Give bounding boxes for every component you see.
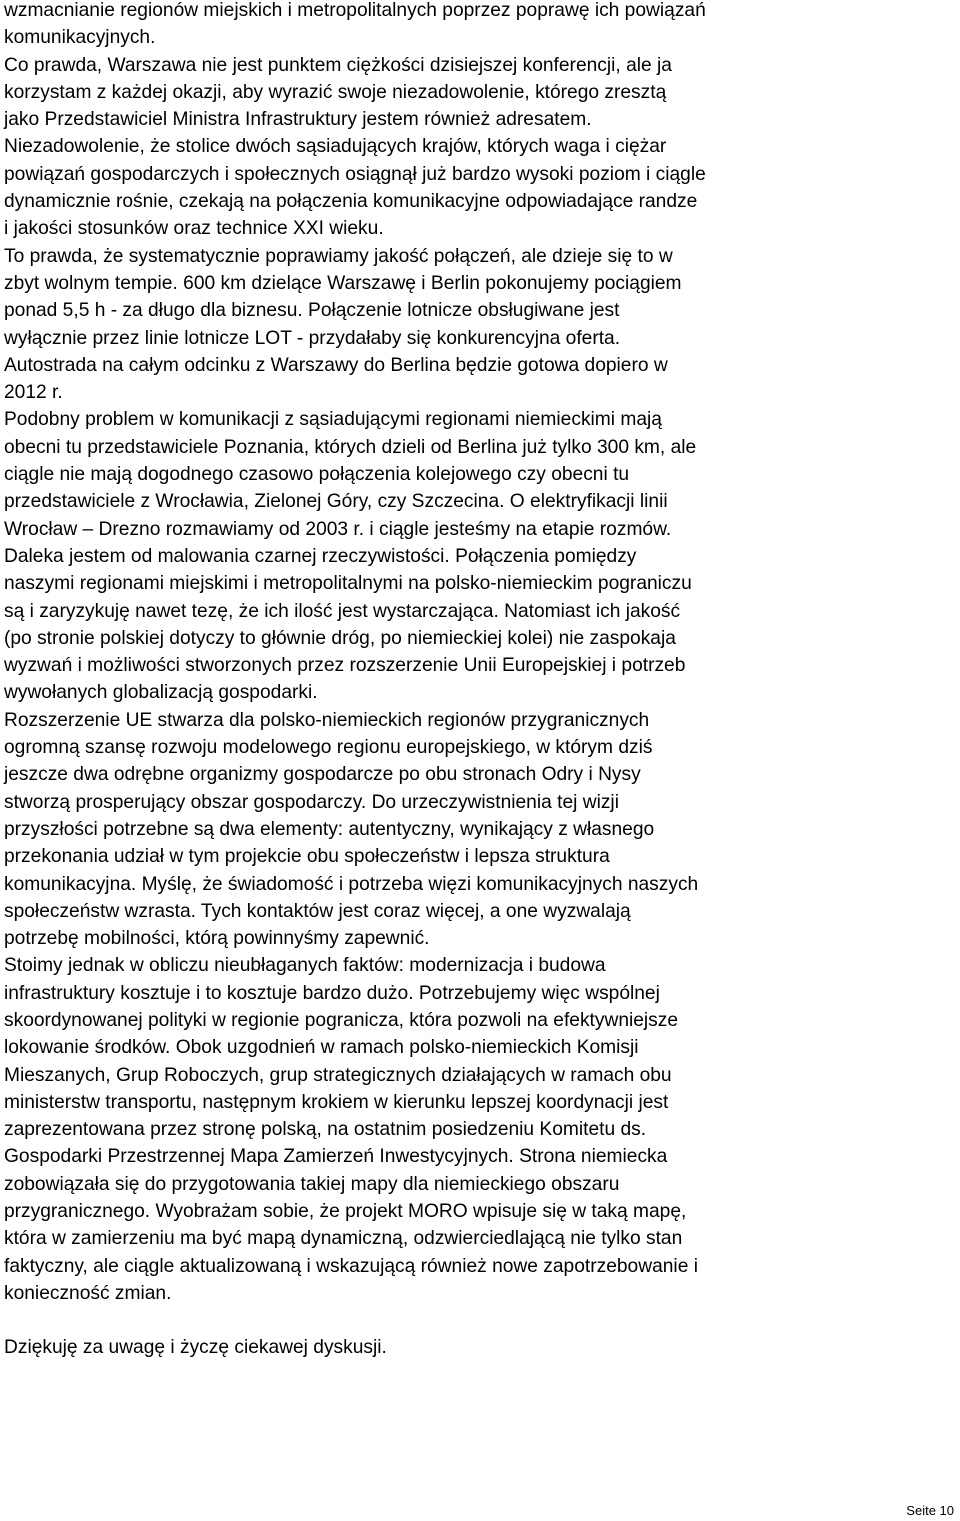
text-line: faktyczny, ale ciągle aktualizowaną i wskazującą również nowe zapotrzebowanie i	[4, 1255, 698, 1277]
document-page	[4, 0, 958, 1362]
paragraph-connections	[4, 0, 958, 52]
text-line: 2012 r.	[4, 382, 63, 404]
text-line: Podobny problem w komunikacji z sąsiadującymi regionami niemieckimi mają	[4, 409, 662, 431]
text-line: powiązań gospodarczych i społecznych osiągnął już bardzo wysoki poziom i ciągle	[4, 163, 706, 185]
text-line: Gospodarki Przestrzennej Mapa Zamierzeń Inwestycyjnych. Strona niemiecka	[4, 1146, 668, 1168]
text-line: wzmacnianie regionów miejskich i metropolitalnych poprzez poprawę ich powiązań	[4, 0, 706, 21]
text-line: wywołanych globalizacją gospodarki.	[4, 682, 318, 704]
text-line: zbyt wolnym tempie. 600 km dzielące Warszawę i Berlin pokonujemy pociągiem	[4, 272, 682, 294]
page-number-footer: Seite 10	[906, 1503, 954, 1518]
text-line: infrastruktury kosztuje i to kosztuje bardzo dużo. Potrzebujemy więc wspólnej	[4, 982, 660, 1004]
text-line: Mieszanych, Grup Roboczych, grup strategicznych działających w ramach obu	[4, 1064, 672, 1086]
text-line: (po stronie polskiej dotyczy to głównie dróg, po niemieckiej kolei) nie zaspokaja	[4, 627, 676, 649]
text-line: jeszcze dwa odrębne organizmy gospodarcze po obu stronach Odry i Nysy	[4, 764, 641, 786]
text-line: zaprezentowana przez stronę polską, na ostatnim posiedzeniu Komitetu ds.	[4, 1119, 647, 1141]
text-line: Stoimy jednak w obliczu nieubłaganych faktów: modernizacja i budowa	[4, 955, 606, 977]
text-line: Daleka jestem od malowania czarnej rzeczywistości. Połączenia pomiędzy	[4, 545, 637, 567]
text-line: jako Przedstawiciel Ministra Infrastruktury jestem również adresatem.	[4, 109, 592, 131]
paragraph-closing	[4, 1334, 958, 1361]
text-line: przedstawiciele z Wrocławia, Zielonej Góry, czy Szczecina. O elektryfikacji linii	[4, 491, 668, 513]
text-line: komunikacyjna. Myślę, że świadomość i potrzeba więzi komunikacyjnych naszych	[4, 873, 699, 895]
paragraph-infrastructure-costs	[4, 952, 958, 1307]
text-line: skoordynowanej polityki w regionie pogranicza, która pozwoli na efektywniejsze	[4, 1009, 679, 1031]
paragraph-spacer	[4, 1307, 958, 1334]
text-line: ogromną szansę rozwoju modelowego regionu europejskiego, w którym dziś	[4, 737, 653, 759]
paragraph-improvements	[4, 243, 958, 407]
text-line: To prawda, że systematycznie poprawiamy jakość połączeń, ale dzieje się to w	[4, 245, 673, 267]
text-line: lokowanie środków. Obok uzgodnień w ramach polsko-niemieckich Komisji	[4, 1037, 639, 1059]
text-line: Wrocław – Drezno rozmawiamy od 2003 r. i ciągle jesteśmy na etapie rozmów.	[4, 518, 672, 540]
text-line: korzystam z każdej okazji, aby wyrazić swoje niezadowolenie, którego zresztą	[4, 81, 667, 103]
text-line: Co prawda, Warszawa nie jest punktem ciężkości dzisiejszej konferencji, ale ja	[4, 54, 672, 76]
text-line: komunikacyjnych.	[4, 27, 156, 49]
text-line: która w zamierzeniu ma być mapą dynamiczną, odzwierciedlającą nie tylko stan	[4, 1228, 683, 1250]
text-line: stworzą prosperujący obszar gospodarczy. Do urzeczywistnienia tej wizji	[4, 791, 619, 813]
paragraph-eu-enlargement	[4, 707, 958, 953]
text-line: przekonania udział w tym projekcie obu społeczeństw i lepsza struktura	[4, 846, 610, 868]
text-line: i jakości stosunków oraz technice XXI wieku.	[4, 218, 384, 240]
text-line: obecni tu przedstawiciele Poznania, których dzieli od Berlina już tylko 300 km, ale	[4, 436, 697, 458]
paragraph-regional-problems	[4, 406, 958, 706]
text-line: Autostrada na całym odcinku z Warszawy do Berlina będzie gotowa dopiero w	[4, 354, 668, 376]
paragraph-warsaw-dissatisfaction	[4, 52, 958, 243]
text-line: Niezadowolenie, że stolice dwóch sąsiadujących krajów, których waga i ciężar	[4, 136, 667, 158]
text-line: dynamicznie rośnie, czekają na połączenia komunikacyjne odpowiadające randze	[4, 191, 698, 213]
text-line: przygranicznego. Wyobrażam sobie, że projekt MORO wpisuje się w taką mapę,	[4, 1201, 687, 1223]
text-line: potrzebę mobilności, którą powinnyśmy zapewnić.	[4, 928, 430, 950]
text-line: społeczeństw wzrasta. Tych kontaktów jest coraz więcej, a one wyzwalają	[4, 900, 631, 922]
text-line: ministerstw transportu, następnym krokiem w kierunku lepszej koordynacji jest	[4, 1091, 669, 1113]
text-line: ponad 5,5 h - za długo dla biznesu. Połączenie lotnicze obsługiwane jest	[4, 300, 620, 322]
text-line: Dziękuję za uwagę i życzę ciekawej dyskusji.	[4, 1337, 387, 1359]
text-line: Rozszerzenie UE stwarza dla polsko-niemieckich regionów przygranicznych	[4, 709, 650, 731]
text-line: naszymi regionami miejskimi i metropolitalnymi na polsko-niemieckim pograniczu	[4, 573, 692, 595]
text-line: wyzwań i możliwości stworzonych przez rozszerzenie Unii Europejskiej i potrzeb	[4, 655, 686, 677]
text-line: są i zaryzykuję nawet tezę, że ich ilość jest wystarczająca. Natomiast ich jakość	[4, 600, 681, 622]
text-line: ciągle nie mają dogodnego czasowo połączenia kolejowego czy obecni tu	[4, 464, 630, 486]
text-line: wyłącznie przez linie lotnicze LOT - przydałaby się konkurencyjna oferta.	[4, 327, 621, 349]
text-line: konieczność zmian.	[4, 1282, 172, 1304]
text-line: przyszłości potrzebne są dwa elementy: autentyczny, wynikający z własnego	[4, 818, 655, 840]
text-line: zobowiązała się do przygotowania takiej mapy dla niemieckiego obszaru	[4, 1173, 620, 1195]
